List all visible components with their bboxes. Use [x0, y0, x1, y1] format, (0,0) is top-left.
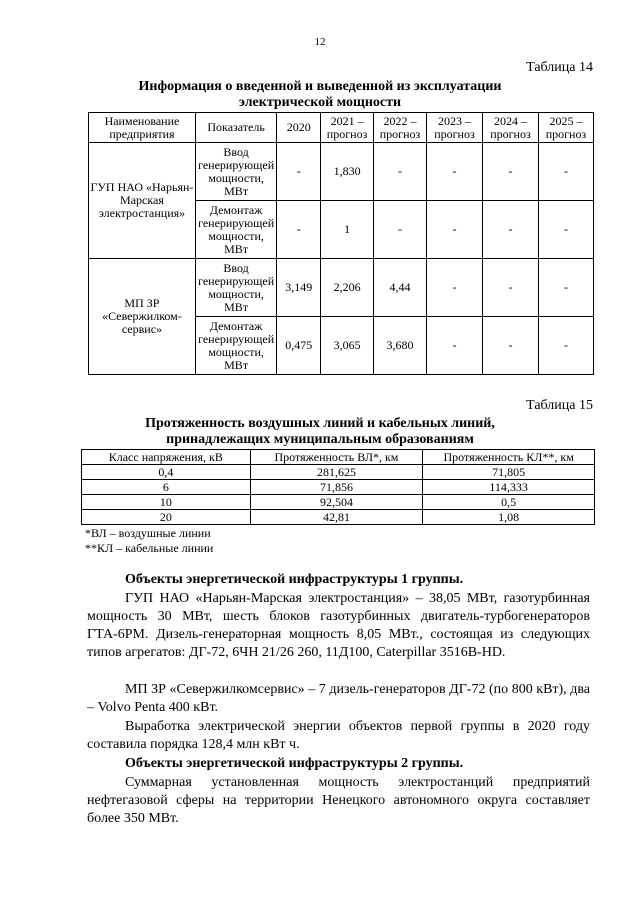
table14-header-cell: Показатель: [195, 113, 276, 143]
enterprise-cell: МП ЗР «Севержилком-сервис»: [89, 259, 196, 375]
table-row: [82, 480, 595, 495]
value-cell: -: [482, 143, 538, 201]
footnote-kl: **КЛ – кабельные линии: [85, 541, 214, 555]
section-heading-group1: Объекты энергетической инфраструктуры 1 группы.: [125, 572, 464, 587]
value-cell: -: [426, 143, 482, 201]
table14-header-cell: 2023 – прогноз: [426, 113, 482, 143]
value-cell: -: [374, 201, 427, 259]
value-cell: -: [482, 259, 538, 317]
table-cell: 0,5: [423, 495, 595, 510]
table-cell: 114,333: [423, 480, 595, 495]
indicator-cell: Демонтаж генерирующей мощности, МВт: [195, 201, 276, 259]
table-cell: 92,504: [250, 495, 423, 510]
value-cell: 3,680: [374, 317, 427, 375]
value-cell: -: [277, 201, 321, 259]
value-cell: -: [538, 317, 593, 375]
table-cell: 71,856: [250, 480, 423, 495]
table-cell: 6: [82, 480, 251, 495]
value-cell: 0,475: [277, 317, 321, 375]
footnote-vl: *ВЛ – воздушные линии: [85, 526, 211, 540]
paragraph-output: Выработка электрической энергии объектов первой группы в 2020 году составила порядка 128,4 млн кВт ч.: [87, 719, 590, 752]
section-heading-group2: Объекты энергетической инфраструктуры 2 группы.: [125, 756, 464, 771]
value-cell: 4,44: [374, 259, 427, 317]
value-cell: -: [277, 143, 321, 201]
value-cell: -: [538, 143, 593, 201]
value-cell: -: [426, 317, 482, 375]
value-cell: 3,149: [277, 259, 321, 317]
table-row: [89, 259, 594, 317]
value-cell: -: [482, 317, 538, 375]
table-cell: 1,08: [423, 510, 595, 525]
table14-title-line1: Информация о введенной и выведенной из эксплуатации: [138, 79, 502, 94]
table14-header-cell: 2020: [277, 113, 321, 143]
table15-header-row: [82, 450, 595, 465]
value-cell: -: [538, 201, 593, 259]
table14-header-cell: 2024 – прогноз: [482, 113, 538, 143]
table15-title-line1: Протяженность воздушных линий и кабельных линий,: [145, 416, 495, 431]
indicator-cell: Ввод генерирующей мощности, МВт: [195, 259, 276, 317]
table14-title: [60, 79, 580, 111]
value-cell: 1,830: [321, 143, 374, 201]
value-cell: 2,206: [321, 259, 374, 317]
table-cell: 0,4: [82, 465, 251, 480]
value-cell: -: [374, 143, 427, 201]
table14-header-cell: 2021 – прогноз: [321, 113, 374, 143]
table14-header-cell: 2022 – прогноз: [374, 113, 427, 143]
enterprise-cell: ГУП НАО «Нарьян-Марская электростанция»: [89, 143, 196, 259]
value-cell: -: [538, 259, 593, 317]
table-cell: 42,81: [250, 510, 423, 525]
table14-title-line2: электрической мощности: [238, 95, 402, 110]
table14: [88, 112, 594, 375]
table-row: [82, 510, 595, 525]
table-cell: 20: [82, 510, 251, 525]
value-cell: -: [482, 201, 538, 259]
indicator-cell: Демонтаж генерирующей мощности, МВт: [195, 317, 276, 375]
paragraph-nes: ГУП НАО «Нарьян-Марская электростанция» – 38,05 МВт, газотурбинная мощность 30 МВт, шесть блоков газотурбинных двигатель-турбогенераторов ГТА-6РМ. Дизель-генераторная мощность 8,05 МВт., состоящая из следующих типов агрегатов: ДГ-72, 6ЧН 21/26 260, 11Д100, Caterpillar 3516B-HD.: [87, 591, 590, 660]
table14-header-row: [89, 113, 594, 143]
paragraph-oil-gas: Суммарная установленная мощность электростанций предприятий нефтегазовой сферы на территории Ненецкого автономного округа составляет более 350 МВт.: [87, 775, 590, 826]
table15-header-cell: Класс напряжения, кВ: [82, 450, 251, 465]
table14-label: Таблица 14: [526, 60, 593, 75]
paragraph-severzhilkom: МП ЗР «Севержилкомсервис» – 7 дизель-генераторов ДГ-72 (по 800 кВт), два – Volvo Penta 400 кВт.: [87, 682, 590, 715]
indicator-cell: Ввод генерирующей мощности, МВт: [195, 143, 276, 201]
table15-title-line2: принадлежащих муниципальным образованиям: [166, 432, 474, 447]
page-number: 12: [314, 36, 326, 48]
value-cell: 3,065: [321, 317, 374, 375]
table-cell: 10: [82, 495, 251, 510]
table14-header-cell: 2025 – прогноз: [538, 113, 593, 143]
table14-header-cell: Наименование предприятия: [89, 113, 196, 143]
table15-label: Таблица 15: [526, 398, 593, 413]
table-cell: 281,625: [250, 465, 423, 480]
table15-header-cell: Протяженность ВЛ*, км: [250, 450, 423, 465]
value-cell: -: [426, 201, 482, 259]
table-row: [82, 495, 595, 510]
table-row: [82, 465, 595, 480]
table15-header-cell: Протяженность КЛ**, км: [423, 450, 595, 465]
value-cell: 1: [321, 201, 374, 259]
table-row: [89, 143, 594, 201]
table15: [81, 449, 595, 525]
table-cell: 71,805: [423, 465, 595, 480]
value-cell: -: [426, 259, 482, 317]
table15-title: [60, 416, 580, 448]
